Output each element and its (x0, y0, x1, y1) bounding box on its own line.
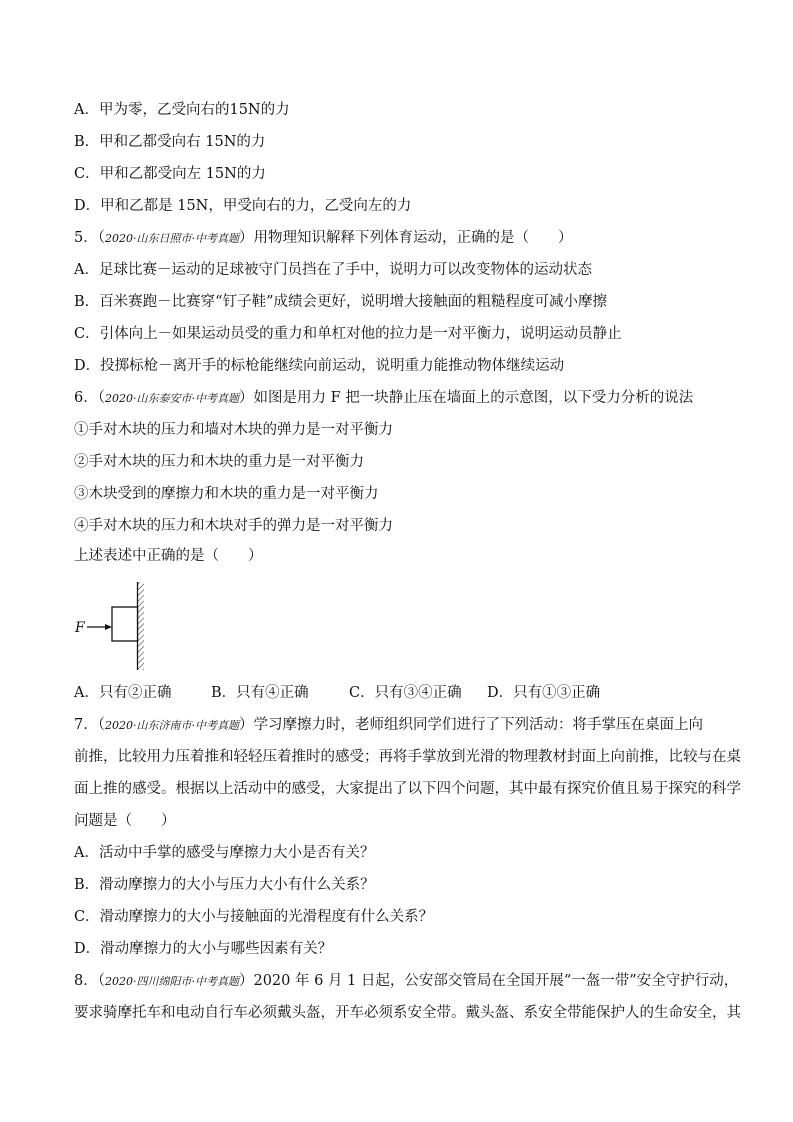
q6-statement-2: ②手对木块的压力和木块的重力是一对平衡力 (74, 454, 364, 470)
q8-number: 8．（ (74, 973, 105, 989)
q7-number: 7．（ (74, 717, 105, 733)
q5-option-d: D．投掷标枪－离开手的标枪能继续向前运动，说明重力能推动物体继续运动 (74, 358, 565, 374)
q7-source: 2020·山东济南市·中考真题 (104, 719, 239, 732)
wall-hatch (138, 582, 144, 670)
force-label: F (75, 620, 85, 636)
q6-statement-3: ③木块受到的摩擦力和木块的重力是一对平衡力 (74, 486, 379, 502)
q6-source: 2020·山东泰安市·中考真题 (104, 392, 239, 405)
q6-statement-4: ④手对木块的压力和木块对手的弹力是一对平衡力 (74, 518, 393, 534)
q4-option-b: B．甲和乙都受向右 15N的力 (74, 134, 266, 150)
q7-stem-line-2: 前推，比较用力压着推和轻轻压着推时的感受；再将手掌放到光滑的物理教材封面上向前推，比较与在桌 (74, 749, 741, 765)
q7-stem-line-3: 面上推的感受。根据以上活动中的感受，大家提出了以下四个问题，其中最有探究价值且易于探究的科学 (74, 781, 741, 797)
wood-block (112, 607, 138, 641)
q5-option-b: B．百米赛跑－比赛穿“钉子鞋”成绩会更好，说明增大接触面的粗糙程度可减小摩擦 (74, 294, 607, 310)
q5-source: 2020·山东日照市·中考真题 (104, 232, 239, 245)
q5-stem: ）用物理知识解释下列体育运动，正确的是（ ） (238, 230, 573, 246)
q5-option-a: A．足球比赛－运动的足球被守门员挡在了手中，说明力可以改变物体的运动状态 (74, 262, 592, 278)
q5-header (74, 228, 753, 249)
q7-header (74, 715, 753, 736)
q7-stem-line-4: 问题是（ ） (74, 813, 176, 829)
q6-figure (74, 580, 164, 672)
q6-header (74, 388, 753, 409)
q7-option-c: C．滑动摩擦力的大小与接触面的光滑程度有什么关系？ (74, 909, 434, 925)
q5-option-c: C．引体向上－如果运动员受的重力和单杠对他的拉力是一对平衡力，说明运动员静止 (74, 326, 622, 342)
q7-option-b: B．滑动摩擦力的大小与压力大小有什么关系？ (74, 877, 375, 893)
q6-prompt: 上述表述中正确的是（ ） (74, 548, 263, 564)
q6-number: 6．（ (74, 390, 105, 406)
q6-statement-1: ①手对木块的压力和墙对木块的弹力是一对平衡力 (74, 422, 393, 438)
q7-stem-line-1: ）学习摩擦力时，老师组织同学们进行了下列活动：将手掌压在桌面上向 (238, 717, 703, 733)
q7-option-d: D．滑动摩擦力的大小与哪些因素有关？ (74, 941, 333, 957)
q6-option-c: C．只有③④正确 (349, 685, 462, 701)
q6-option-d: D．只有①③正确 (487, 685, 601, 701)
q8-source: 2020·四川绵阳市·中考真题 (104, 975, 239, 988)
q4-option-a: A．甲为零，乙受向右的15N的力 (74, 102, 290, 118)
force-arrow-head (105, 624, 112, 630)
q6-options (74, 683, 753, 703)
q4-option-d: D．甲和乙都是 15N，甲受向右的力，乙受向左的力 (74, 198, 412, 214)
q6-option-b: B．只有④正确 (211, 685, 309, 701)
q5-number: 5．（ (74, 230, 105, 246)
q8-header (74, 971, 753, 992)
q7-option-a: A．活动中手掌的感受与摩擦力大小是否有关？ (74, 845, 375, 861)
q4-option-c: C．甲和乙都受向左 15N的力 (74, 166, 266, 182)
q6-stem: ）如图是用力 F 把一块静止压在墙面上的示意图，以下受力分析的说法 (238, 390, 694, 406)
q8-stem-line-2: 要求骑摩托车和电动自行车必须戴头盔，开车必须系安全带。戴头盔、系安全带能保护人的生命安全，其 (74, 1005, 741, 1021)
q6-option-a: A．只有②正确 (74, 685, 172, 701)
q8-stem-line-1: ）2020 年 6 月 1 日起，公安部交管局在全国开展“一盔一带”安全守护行动， (238, 973, 739, 989)
